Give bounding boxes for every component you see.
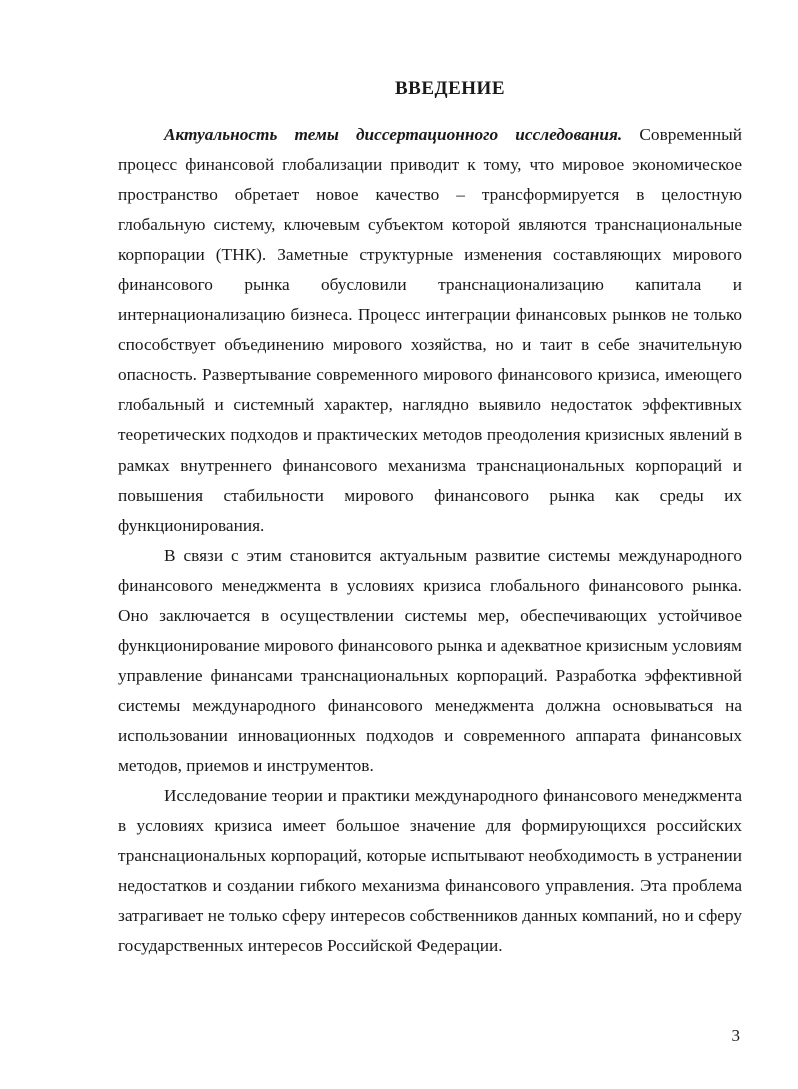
body-text: [118, 120, 742, 961]
paragraph-1-text: Современный процесс финансовой глобализации приводит к тому, что мировое экономическое пространство обретает новое качество – трансформируется в целостную глобальную систему, ключевым субъектом которой являются транснациональные корпорации (ТНК). Заметные структурные изменения составляющих мирового финансового рынка обусловили транснационализацию капитала и интернационализацию бизнеса. Процесс интеграции финансовых рынков не только способствует объединению мирового хозяйства, но и таит в себе значительную опасность. Развертывание современного мирового финансового кризиса, имеющего глобальный и системный характер, наглядно выявило недостаток эффективных теоретических подходов и практических методов преодоления кризисных явлений в рамках внутреннего финансового механизма транснациональных корпораций и повышения стабильности мирового финансового рынка как среды их функционирования.: [118, 125, 742, 535]
paragraph-2: В связи с этим становится актуальным развитие системы международного финансового менеджмента в условиях кризиса глобального финансового рынка. Оно заключается в осуществлении системы мер, обеспечивающих устойчивое функционирование мирового финансового рынка и адекватное кризисным условиям управление финансами транснациональных корпораций. Разработка эффективной системы международного финансового менеджмента должна основываться на использовании инновационных подходов и современного аппарата финансовых методов, приемов и инструментов.: [118, 545, 742, 775]
paragraph-1-lead: Актуальность темы диссертационного исследования.: [164, 125, 623, 144]
paragraph-3: Исследование теории и практики международного финансового менеджмента в условиях кризиса имеет большое значение для формирующихся российских транснациональных корпораций, которые испытывают необходимость в устранении недостатков и создании гибкого механизма финансового управления. Эта проблема затрагивает не только сферу интересов собственников данных компаний, но и сферу государственных интересов Российской Федерации.: [118, 786, 742, 956]
paragraph-1: [118, 120, 742, 541]
page-number: 3: [731, 1026, 740, 1045]
page-title: ВВЕДЕНИЕ: [395, 78, 505, 99]
